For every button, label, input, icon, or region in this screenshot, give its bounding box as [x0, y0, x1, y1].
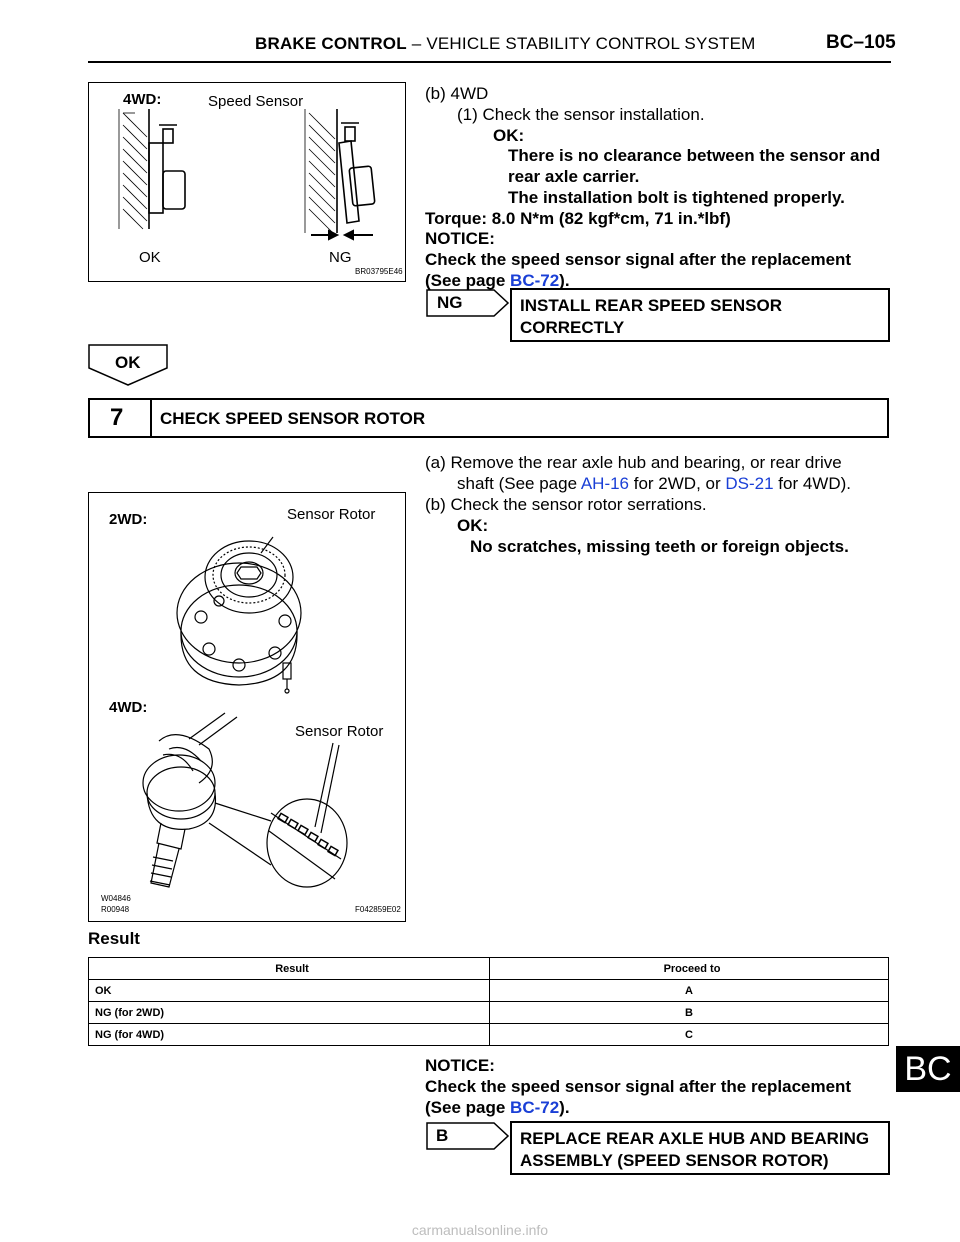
figure-label-2wd: 2WD: [109, 511, 148, 528]
rotor-ok-label: OK: [457, 516, 489, 535]
ok-wall-hatching [119, 109, 149, 229]
figure-label-4wd: 4WD: [109, 699, 148, 716]
section-tab: BC [896, 1046, 960, 1092]
step-b-item: (1) Check the sensor installation. [457, 105, 705, 124]
step-7-title: CHECK SPEED SENSOR ROTOR [160, 409, 426, 428]
speed-sensor-illustration [89, 83, 405, 281]
result-heading: Result [88, 929, 140, 948]
figure-code: R00948 [101, 905, 130, 914]
figure-code: F042859E02 [355, 905, 401, 914]
step-7-number: 7 [110, 404, 124, 431]
step-7-divider [150, 400, 152, 436]
step-b-heading: (b) 4WD [425, 84, 489, 103]
notice-label: NOTICE: [425, 1056, 495, 1075]
page-header-title [255, 34, 756, 54]
watermark: carmanualsonline.info [411, 1222, 549, 1238]
b-branch-action-line: ASSEMBLY (SPEED SENSOR ROTOR) [520, 1151, 829, 1170]
figure-label-ok: OK [139, 249, 161, 266]
link-ds-21[interactable]: DS-21 [725, 474, 774, 493]
ok-criteria-line: There is no clearance between the sensor and [508, 146, 881, 165]
table-row [89, 980, 889, 1002]
ng-branch-action-line: INSTALL REAR SPEED SENSOR [520, 296, 782, 315]
notice-line: Check the speed sensor signal after the replacement [425, 1077, 852, 1096]
ng-wall-hatching [305, 109, 337, 233]
figure-label-ng: NG [329, 249, 352, 266]
link-bc-72[interactable]: BC-72 [510, 271, 560, 290]
link-ah-16[interactable]: AH-16 [580, 474, 630, 493]
notice-reference: (See page BC-72). [425, 271, 570, 290]
step-b-line: (b) Check the sensor rotor serrations. [425, 495, 707, 514]
table-row [89, 1024, 889, 1046]
b-branch-action-box [510, 1121, 890, 1175]
header-separator: – [411, 34, 422, 53]
table-header-row [89, 958, 889, 980]
proceed-cell: A [490, 980, 889, 1002]
result-cell: OK [89, 980, 490, 1002]
ok-sensor [149, 125, 185, 213]
figure-label-sensor-rotor-2wd: Sensor Rotor [287, 506, 376, 523]
step-a-line: (a) Remove the rear axle hub and bearing, or rear drive [425, 453, 842, 472]
speed-sensor-figure [88, 82, 406, 282]
link-bc-72[interactable]: BC-72 [510, 1098, 560, 1117]
column-header: Proceed to [490, 958, 889, 980]
sensor-rotor-figure [88, 492, 406, 922]
ng-clearance-arrows [311, 231, 373, 239]
result-cell: NG (for 2WD) [89, 1002, 490, 1024]
figure-label-sensor-rotor-4wd: Sensor Rotor [295, 723, 384, 740]
figure-code: W04846 [101, 894, 131, 903]
ng-branch-label: NG [437, 293, 463, 312]
b-branch-action-line: REPLACE REAR AXLE HUB AND BEARING [520, 1129, 870, 1148]
rotor-ok-line: No scratches, missing teeth or foreign objects. [470, 537, 849, 556]
step-a-reference: shaft (See page AH-16 for 2WD, or DS-21 for 4WD). [457, 474, 852, 493]
figure-label-4wd: 4WD: [123, 91, 162, 108]
proceed-cell: B [490, 1002, 889, 1024]
ng-branch-action-box [510, 288, 890, 342]
subsection-name: VEHICLE STABILITY CONTROL SYSTEM [426, 34, 756, 53]
step-7-box [88, 398, 889, 438]
result-cell: NG (for 4WD) [89, 1024, 490, 1046]
figure-label-speed-sensor: Speed Sensor [208, 93, 304, 110]
section-name: BRAKE CONTROL [255, 34, 407, 53]
ng-branch-action-line: CORRECTLY [520, 318, 625, 337]
page-number: BC–105 [826, 32, 896, 53]
figure-code: BR03795E46 [355, 267, 403, 276]
notice-line: Check the speed sensor signal after the replacement [425, 250, 852, 269]
ng-sensor [339, 123, 375, 223]
proceed-cell: C [490, 1024, 889, 1046]
table-row [89, 1002, 889, 1024]
ok-criteria-label: OK: [493, 126, 525, 145]
torque-spec: Torque: 8.0 N*m (82 kgf*cm, 71 in.*lbf) [425, 209, 731, 228]
ok-branch-label: OK [115, 353, 141, 372]
b-branch-label: B [436, 1126, 449, 1145]
column-header: Result [89, 958, 490, 980]
ok-criteria-line: The installation bolt is tightened properly. [508, 188, 845, 207]
notice-label: NOTICE: [425, 229, 495, 248]
result-table [88, 957, 889, 1046]
rear-axle-hub [177, 537, 301, 693]
ok-criteria-line: rear axle carrier. [508, 167, 640, 186]
header-rule [88, 61, 891, 63]
notice-reference: (See page BC-72). [425, 1098, 570, 1117]
